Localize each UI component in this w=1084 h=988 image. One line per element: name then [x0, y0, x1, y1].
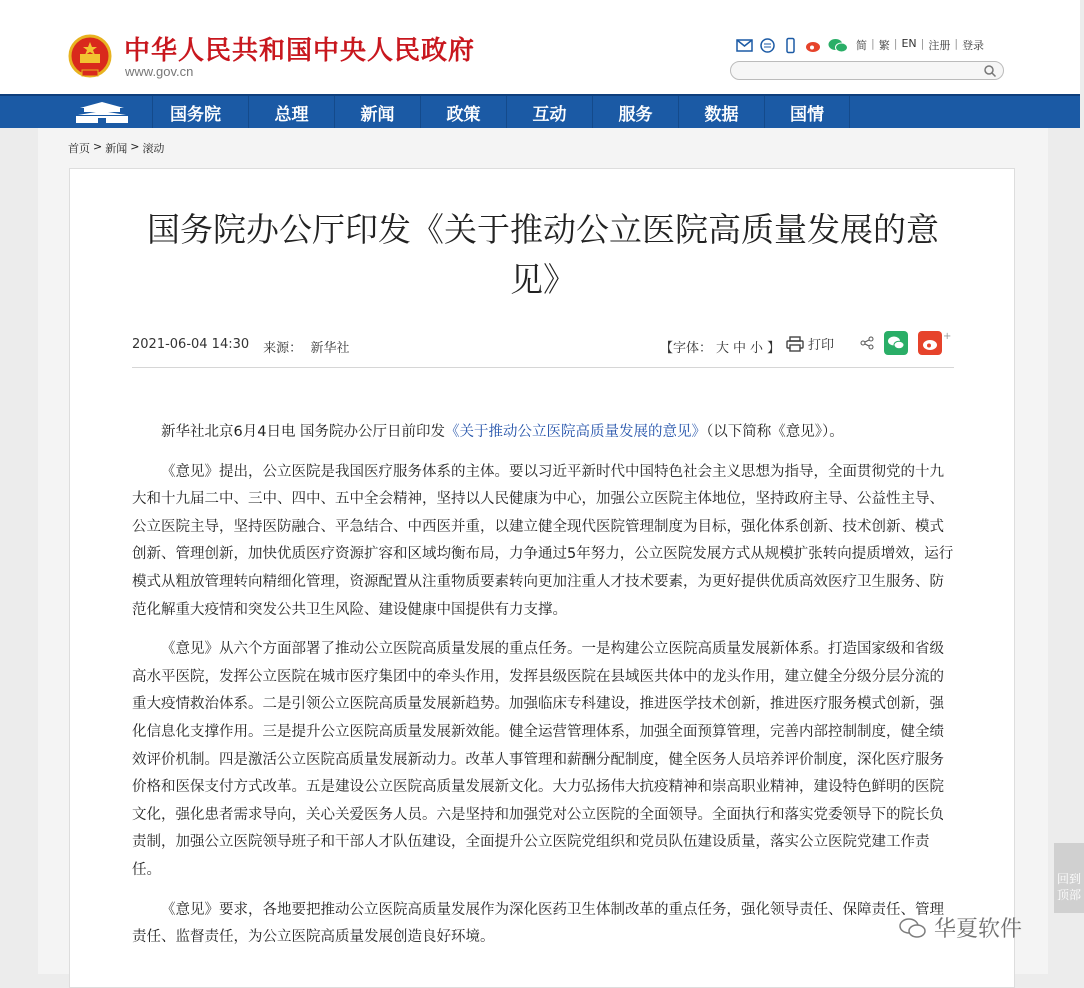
font-size-control — [660, 337, 780, 356]
wechat-share-icon[interactable] — [884, 331, 908, 355]
weibo-icon[interactable] — [805, 38, 822, 53]
printer-icon — [786, 336, 804, 352]
article-title: 国务院办公厅印发《关于推动公立医院高质量发展的意见》 — [147, 210, 939, 299]
header-tools — [736, 36, 848, 54]
breadcrumb-news[interactable]: 新闻 — [105, 142, 128, 155]
wechat-watermark-icon — [898, 916, 928, 940]
lang-traditional-link[interactable]: 繁 — [878, 39, 890, 52]
main-nav — [0, 94, 1080, 128]
paragraph: 《意见》要求，各地要把推动公立医院高质量发展作为深化医药卫生体制改革的重点任务，强化领导责任、保障责任、管理责任、监督责任，为公立医院高质量发展创造良好环境。 — [132, 901, 944, 946]
search-icon[interactable] — [983, 64, 997, 78]
font-size-label: 【字体： — [660, 341, 713, 356]
font-size-large[interactable]: 大 — [716, 341, 730, 356]
print-button[interactable] — [786, 334, 834, 353]
register-link[interactable]: 注册 — [928, 39, 951, 52]
nav-item-premier[interactable]: 总理 — [248, 96, 334, 128]
breadcrumb-home[interactable]: 首页 — [68, 142, 90, 155]
watermark-text: 华夏软件 — [934, 917, 1023, 942]
paragraph: 新华社北京6月4日电 国务院办公厅日前印发《关于推动公立医院高质量发展的意见》（以下简称《意见》）。 — [161, 424, 844, 440]
nav-item-interaction[interactable]: 互动 — [506, 96, 592, 128]
breadcrumb-rolling[interactable]: 滚动 — [142, 142, 165, 155]
search-input[interactable] — [730, 61, 1004, 80]
nav-home[interactable] — [62, 96, 142, 128]
nav-item-national-info[interactable]: 国情 — [764, 96, 850, 128]
nav-item-policy[interactable]: 政策 — [420, 96, 506, 128]
svg-text:+: + — [943, 331, 952, 342]
mail-icon[interactable] — [736, 38, 753, 53]
language-links: 简 | 繁 | EN | 注册 | 登录 — [856, 37, 985, 52]
site-header — [0, 0, 1080, 94]
share-bar — [860, 331, 952, 355]
site-url[interactable]: www.gov.cn — [125, 64, 194, 79]
breadcrumb — [68, 140, 164, 156]
article-body — [132, 419, 954, 964]
site-title[interactable]: 中华人民共和国中央人民政府 — [124, 36, 476, 66]
paragraph: 《意见》从六个方面部署了推动公立医院高质量发展的重点任务。一是构建公立医院高质量发展新体系。打造国家级和省级高水平医院，发挥公立医院在城市医疗集团中的牵头作用，发挥县级医院在县域医共体中的龙头作用，建立健全分级分层分流的重大疫情救治体系。二是引领公立医院高质量发展新趋势。加强临床专科建设，推进医学技术创新，推进医疗服务模式创新，强化信息化支撑作用。三是提升公立医院高质量发展新效能。健全运营管理体系，加强全面预算管理，完善内部控制制度，健全绩效评价机制。四是激活公立医院高质量发展新动力。改革人事管理和薪酬分配制度，健全医务人员培养评价制度，深化医疗服务价格和医保支付方式改革。五是建设公立医院高质量发展新文化。大力弘扬伟大抗疫精神和崇高职业精神，建设特色鲜明的医院文化，强化患者需求导向，关心关爱医务人员。六是坚持和加强党对公立医院的全面领导。全面执行和落实党委领导下的院长负责制，加强公立医院领导班子和干部人才队伍建设，全面提升公立医院党组织和党员队伍建设质量，落实公立医院党建工作责任。 — [132, 641, 944, 878]
nav-item-state-council[interactable]: 国务院 — [152, 96, 238, 128]
national-emblem-icon — [68, 34, 112, 80]
lang-english-link[interactable]: EN — [901, 37, 917, 50]
document-link[interactable]: 《关于推动公立医院高质量发展的意见》 — [445, 424, 707, 440]
font-size-close: 】 — [767, 341, 781, 356]
font-size-medium[interactable]: 中 — [733, 341, 747, 356]
nav-item-data[interactable]: 数据 — [678, 96, 764, 128]
mobile-icon[interactable] — [782, 38, 799, 53]
weibo-share-icon[interactable] — [918, 331, 952, 355]
source-label: 来源： — [263, 341, 303, 356]
print-label: 打印 — [808, 338, 835, 353]
paragraph: 《意见》提出，公立医院是我国医疗服务体系的主体。要以习近平新时代中国特色社会主义思想为指导，全面贯彻党的十九大和十九届二中、三中、四中、五中全会精神，坚持以人民健康为中心，加强公立医院主体地位，坚持政府主导、公益性主导、公立医院主导，坚持医防融合、平急结合、中西医并重，以建立健全现代医院管理制度为目标，强化体系创新、技术创新、模式创新、管理创新，加快优质医疗资源扩容和区域均衡布局，力争通过5年努力，公立医院发展方式从规模扩张转向提质增效，运行模式从粗放管理转向精细化管理，资源配置从注重物质要素转向更加注重人才技术要素，为更好提供优质高效医疗卫生服务、防范化解重大疫情和突发公共卫生风险、建设健康中国提供有力支撑。 — [132, 463, 954, 618]
source-name: 新华社 — [310, 341, 350, 356]
breadcrumb-separator: > — [93, 140, 103, 153]
meta-divider — [132, 367, 954, 368]
watermark — [898, 912, 1022, 943]
login-link[interactable]: 登录 — [962, 39, 985, 52]
breadcrumb-separator: > — [130, 140, 140, 153]
share-icon[interactable] — [860, 336, 874, 350]
article-meta — [132, 337, 349, 356]
font-size-small[interactable]: 小 — [750, 341, 764, 356]
article-container — [69, 168, 1015, 988]
tiananmen-icon — [74, 100, 130, 124]
chat-bubble-icon[interactable] — [759, 38, 776, 53]
lang-simplified-link[interactable]: 简 — [856, 39, 867, 52]
publish-date: 2021-06-04 14:30 — [132, 337, 250, 352]
back-to-top-button[interactable]: 回到顶部 — [1054, 843, 1084, 913]
wechat-icon[interactable] — [828, 38, 848, 53]
nav-item-news[interactable]: 新闻 — [334, 96, 420, 128]
nav-item-service[interactable]: 服务 — [592, 96, 678, 128]
